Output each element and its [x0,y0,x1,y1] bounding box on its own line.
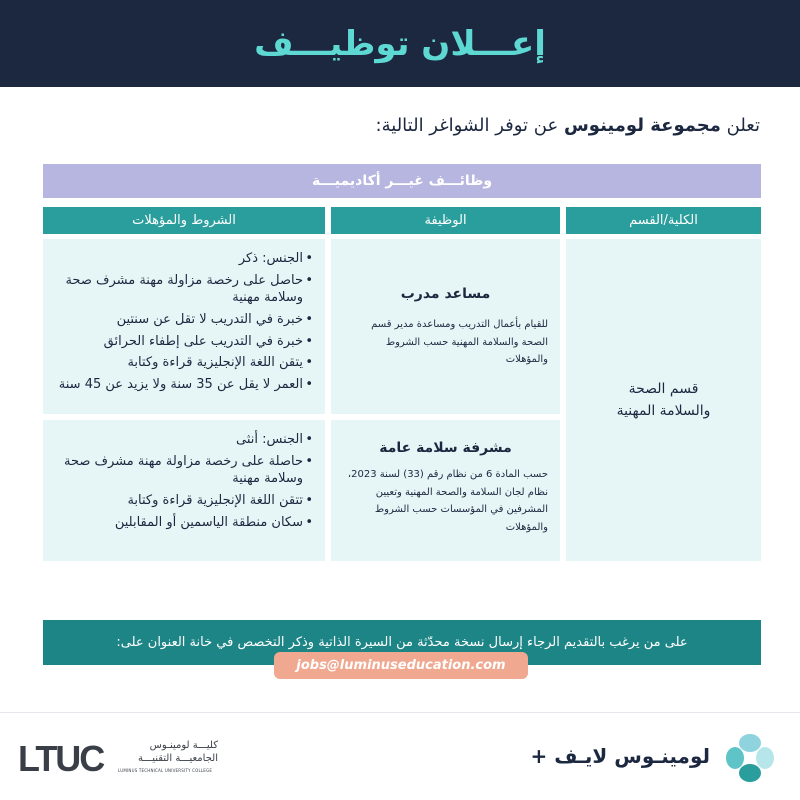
luminus-life-name: لومينـوس لايـف + [530,744,710,768]
intro-suffix: عن توفر الشواغر التالية: [375,115,564,136]
category-banner-label: وظائـــف غيـــر أكاديميـــة [311,173,493,189]
department-line1: قسم الصحة [628,380,699,397]
page-title: إعـــلان توظيـــف [254,23,546,64]
ltuc-english-name: LUMINUS TECHNICAL UNIVERSITY COLLEGE [118,768,213,773]
condition-item: • سكان منطقة الياسمين أو المقابلين [53,515,313,532]
condition-item: • يتقن اللغة الإنجليزية قراءة وكتابة [53,355,313,372]
apply-text: على من يرغب بالتقديم الرجاء إرسال نسخة محدّثة من السيرة الذاتية وذكر التخصص في خانة العنوان على: [116,635,688,650]
conditions-cell-1 [43,239,325,414]
condition-item: • تتقن اللغة الإنجليزية قراءة وكتابة [53,493,313,510]
header-department: الكلية/القسم [566,207,761,234]
email-link[interactable] [274,652,528,679]
header-conditions: الشروط والمؤهلات [43,207,325,234]
category-banner [43,164,761,198]
email-address[interactable]: jobs@luminuseducation.com [296,658,506,673]
department-cell [566,239,761,561]
ltuc-logo [18,738,218,778]
conditions-list-1 [43,251,325,394]
ltuc-arabic-line2: الجامعيـــة التقنيـــة [138,753,218,764]
job-cell-1 [331,239,560,414]
header-job: الوظيفة [331,207,560,234]
job-title-2: مشرفة سلامة عامة [379,440,512,456]
condition-item: • الجنس: أنثى [53,432,313,449]
job-description-1: للقيام بأعمال التدريب ومساعدة مدير قسم الصحة والسلامة المهنية حسب الشروط والمؤهلات [371,319,548,365]
condition-item: • حاصلة على رخصة مزاولة مهنة مشرف صحة وسلامة مهنية [53,454,313,488]
condition-item: • العمر لا يقل عن 35 سنة ولا يزيد عن 45 سنة [53,377,313,394]
header-bar [0,0,800,87]
ltuc-arabic-line1: كليـــة لومينـوس [149,740,218,751]
intro-prefix: تعلن [720,115,760,136]
luminus-life-logo [520,728,780,788]
intro-text [376,115,760,136]
conditions-list-2 [43,432,325,531]
condition-item: • الجنس: ذكر [53,251,313,268]
condition-item: • حاصل على رخصة مزاولة مهنة مشرف صحة وسلامة مهنية [53,273,313,307]
job-title-1: مساعد مدرب [400,286,491,302]
job-cell-2 [331,420,560,561]
conditions-cell-2 [43,420,325,561]
footer-divider [0,712,800,713]
job-description-2: حسب المادة 6 من نظام رقم (33) لسنة 2023، نظام لجان السلامة والصحة المهنية وتعيين المشرفين في المؤسسات حسب الشروط والمؤهلات [347,469,548,533]
department-line2: والسلامة المهنية [616,403,711,419]
ltuc-mark: LTUC [18,738,104,779]
condition-item: • خبرة في التدريب على إطفاء الحرائق [53,334,313,351]
condition-item: • خبرة في التدريب لا تقل عن سنتين [53,312,313,329]
intro-company: مجموعة لومينوس [563,115,721,136]
luminus-flower-icon [720,728,780,788]
